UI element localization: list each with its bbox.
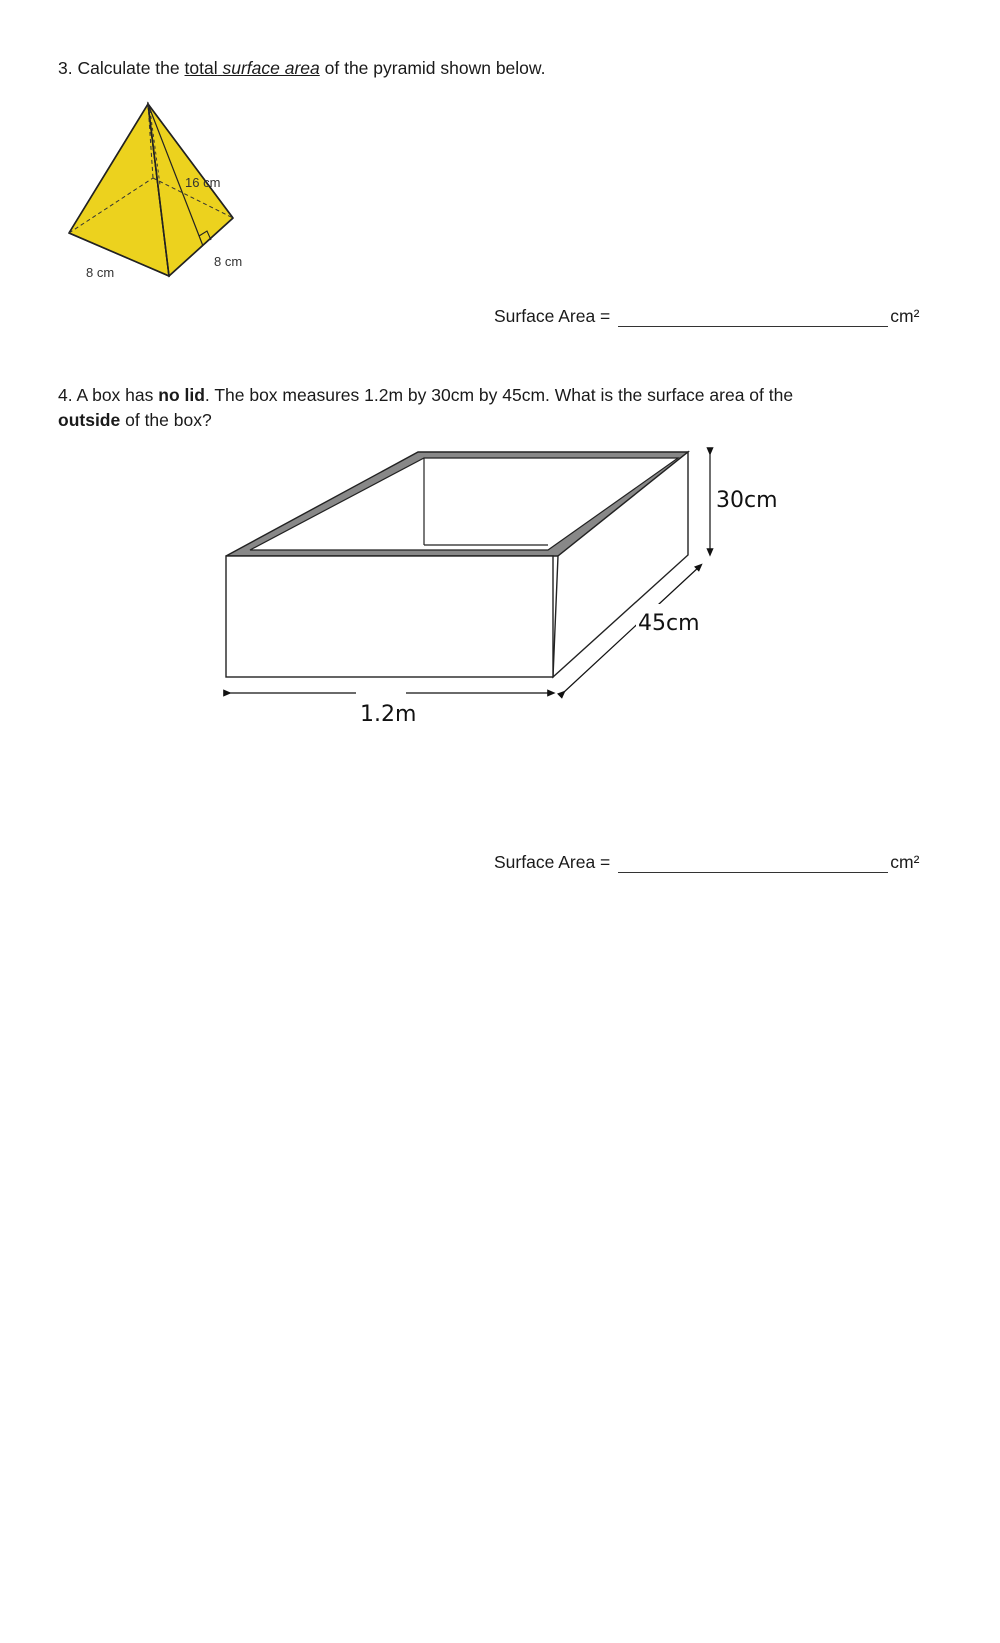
question-4-answer-blank[interactable] [618, 854, 888, 873]
box-length-label: 1.2m [360, 702, 417, 727]
question-4-bold-no-lid: no lid [158, 385, 205, 405]
question-4-bold-outside: outside [58, 410, 121, 430]
box-height-label: 30cm [716, 488, 778, 513]
question-4-text-3: of the box? [125, 410, 212, 430]
question-3-underlined-surface-area: surface area [222, 58, 320, 78]
pyramid-right-base-label: 8 cm [214, 254, 243, 269]
question-4-answer-line [494, 852, 919, 873]
question-3-answer-unit: cm² [890, 306, 920, 326]
question-3-answer-label: Surface Area = [494, 306, 611, 326]
question-3-text-before: Calculate the [77, 58, 180, 78]
question-4-text-1: A box has [76, 385, 154, 405]
pyramid-slant-label: 16 cm [185, 175, 221, 190]
box-diagram [0, 0, 1000, 760]
question-4-answer-label: Surface Area = [494, 852, 611, 872]
question-3-underlined-total: total [184, 58, 218, 78]
box-length-label-bg [356, 682, 406, 704]
box-front-face [226, 556, 553, 677]
box-depth-label: 45cm [638, 611, 700, 636]
pyramid-left-base-label: 8 cm [86, 265, 115, 280]
question-3-number: 3. [58, 58, 73, 78]
question-3-text-after: of the pyramid shown below. [324, 58, 546, 78]
question-4-number: 4. [58, 385, 73, 405]
question-4-answer-unit: cm² [890, 852, 920, 872]
question-4-text-2: . The box measures 1.2m by 30cm by 45cm. What is the surface area of the [204, 385, 794, 405]
